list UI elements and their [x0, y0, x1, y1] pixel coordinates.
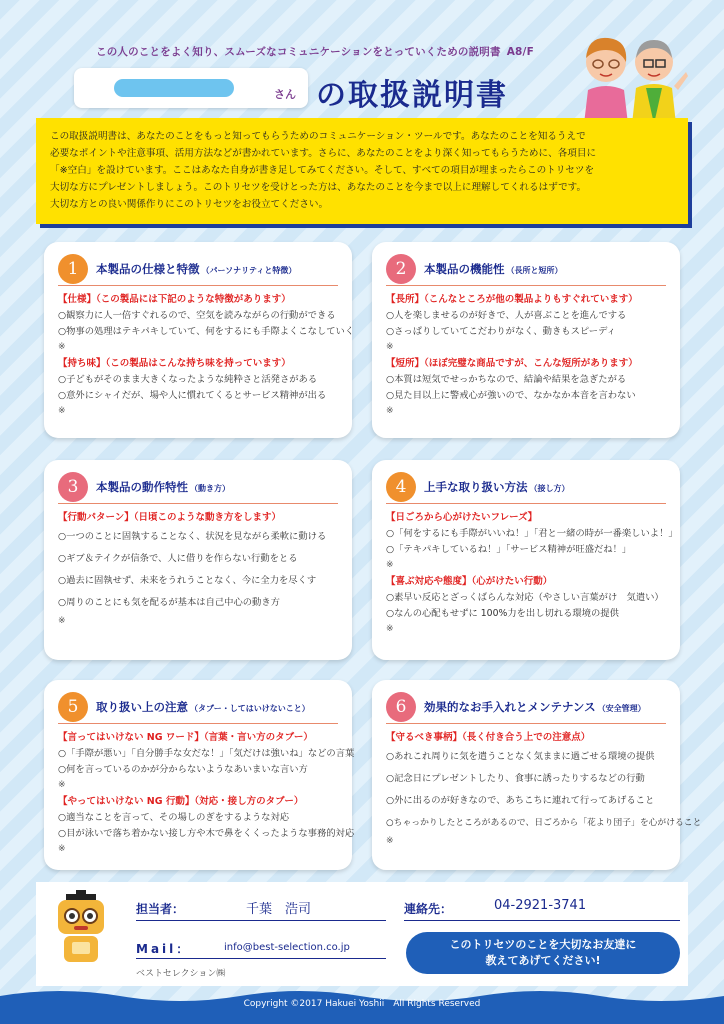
number-badge: 6	[386, 692, 416, 722]
list-item: ○見た目以上に警戒心が強いので、なかなか本音を言わない	[386, 390, 636, 401]
card-title: 取り扱い上の注意 （タブー・してはいけないこと）	[96, 699, 310, 714]
blank-note[interactable]: ※	[386, 406, 394, 416]
blank-note[interactable]: ※	[58, 616, 66, 626]
company-name: ベストセレクション㈱	[136, 969, 226, 979]
blank-note[interactable]: ※	[386, 560, 394, 570]
couple-illustration	[570, 28, 690, 124]
list-item: ○観察力に人一倍すぐれるので、空気を読みながらの行動ができる	[58, 310, 336, 321]
card-title: 本製品の仕様と特徴 （パーソナリティと特徴）	[96, 261, 297, 276]
list-item: ○なんの心配もせずに 100%力を出し切れる環境の提供	[386, 608, 619, 619]
card-maintenance	[372, 680, 702, 870]
card-subtitle: （タブー・してはいけないこと）	[190, 703, 310, 713]
list-item: ○一つのことに固執することなく、状況を見ながら柔軟に動ける	[58, 531, 327, 542]
name-blank	[114, 79, 234, 97]
list-item: ○意外にシャイだが、場や人に慣れてくるとサービス精神が出る	[58, 390, 327, 401]
list-item: ○素早い反応とざっくばらんな対応（やさしい言葉がけ 気遣い）	[386, 592, 664, 603]
list-item: ○あれこれ周りに気を遣うことなく気ままに過ごせる環境の提供	[386, 751, 655, 762]
share-line-1: このトリセツのことを大切なお友達に	[449, 938, 637, 951]
number-badge: 5	[58, 692, 88, 722]
list-item: ○子どもがそのまま大きくなったような純粋さと活発さがある	[58, 374, 318, 385]
card-title: 上手な取り扱い方法 （接し方）	[424, 479, 570, 494]
card-header	[58, 690, 338, 724]
card-subtitle: （パーソナリティと特徴）	[201, 265, 297, 275]
list-item: ○さっぱりしていてこだわりがなく、動きもスピーディ	[386, 326, 616, 337]
card-subtitle: （接し方）	[529, 483, 570, 493]
list-item: ○周りのことにも気を配るが基本は自己中心の動き方	[58, 597, 280, 608]
intro-line: 「※空白」を設けています。ここはあなた自身が書き足してみてください。そして、すべての項目が埋まったらこのトリセツを	[50, 165, 595, 176]
list-item: ○「テキパキしているね！」「サービス精神が旺盛だね！」	[386, 544, 632, 555]
card-title: 効果的なお手入れとメンテナンス （安全管理）	[424, 699, 646, 714]
card-subtitle: （動き方）	[190, 483, 230, 493]
header-subtitle	[96, 44, 534, 59]
intro-line: 大切な方との良い関係作りにこのトリセツをお役立てください。	[50, 199, 329, 210]
intro-panel	[36, 118, 688, 224]
list-item: ○適当なことを言って、その場しのぎをするような対応	[58, 812, 290, 823]
mail-label: Mail：	[136, 942, 192, 956]
section-head: 【仕様】（この製品には下記のような特徴があります）	[58, 294, 291, 305]
card-specs	[44, 242, 355, 438]
list-item: ○目が泳いで落ち着かない接し方や木で鼻をくくったような事務的対応	[58, 828, 355, 839]
number-badge: 2	[386, 254, 416, 284]
card-header	[386, 690, 666, 724]
list-item: ○「何をするにも手際がいいね！」「君と一緒の時が一番楽しいよ！」	[386, 528, 678, 539]
document-code: A8/F	[506, 46, 534, 58]
mail-underline	[136, 958, 386, 959]
section-head: 【喜ぶ対応や態度】（心がけたい行動）	[386, 576, 553, 587]
robot-mascot-illustration	[46, 890, 116, 966]
section-head: 【持ち味】（この製品はこんな持ち味を持っています）	[58, 358, 291, 369]
list-item: ○何を言っているのかが分からないようなあいまいな言い方	[58, 764, 308, 775]
section-head: 【やってはいけない NG 行動】（対応・接し方のタブー）	[58, 796, 304, 807]
list-item: ○人を楽しませるのが好きで、人が喜ぶことを進んでする	[386, 310, 627, 321]
blank-note[interactable]: ※	[58, 342, 66, 352]
number-badge: 1	[58, 254, 88, 284]
card-behavior	[44, 460, 352, 660]
section-head: 【守るべき事柄】（長く付き合う上での注意点）	[386, 732, 591, 743]
share-banner[interactable]	[406, 932, 680, 974]
tanto-value: 千葉 浩司	[246, 902, 312, 917]
tanto-underline	[136, 920, 386, 921]
blank-note[interactable]: ※	[58, 844, 66, 854]
blank-note[interactable]: ※	[386, 836, 394, 846]
section-head: 【行動パターン】（日頃このような動き方をします）	[58, 512, 282, 523]
list-item: ○物事の処理はテキパキしていて、何をするにも手際よくこなしていく	[58, 326, 355, 337]
blank-note[interactable]: ※	[386, 624, 394, 634]
intro-line: 大切な方にプレゼントしましょう。このトリセツを受けとった方は、あなたのことを今まで以上に理解してくれるはずです。	[50, 182, 587, 193]
number-badge: 3	[58, 472, 88, 502]
section-head: 【短所】（ほぼ完璧な商品ですが、こんな短所があります）	[386, 358, 638, 369]
name-field[interactable]	[74, 68, 308, 108]
card-subtitle: （長所と短所）	[506, 265, 563, 275]
card-title: 本製品の機能性 （長所と短所）	[424, 261, 563, 276]
card-header	[58, 252, 338, 286]
card-functions	[372, 242, 680, 438]
list-item: ○過去に固執せず、未来をうれうことなく、今に全力を尽くす	[58, 575, 317, 586]
subtitle-text: この人のことをよく知り、スムーズなコミュニケーションをとっていくための説明書	[96, 46, 501, 58]
card-header	[58, 470, 338, 504]
tanto-label: 担当者：	[136, 902, 185, 916]
share-line-2: 教えてあげてください!	[485, 954, 601, 967]
blank-note[interactable]: ※	[386, 342, 394, 352]
list-item: ○ちゃっかりしたところがあるので、日ごろから「花より団子」を心がけること	[386, 818, 702, 828]
section-head: 【言ってはいけない NG ワード】（言葉・言い方のタブー）	[58, 732, 313, 743]
card-header	[386, 470, 666, 504]
number-badge: 4	[386, 472, 416, 502]
list-item: ○記念日にプレゼントしたり、食事に誘ったりするなどの行動	[386, 773, 645, 784]
copyright: Copyright ©2017 Hakuei Yoshii All Rights Reserved	[243, 999, 481, 1009]
email-link[interactable]: info@best-selection.co.jp	[224, 942, 350, 953]
card-cautions	[44, 680, 355, 870]
renraku-label: 連絡先：	[404, 902, 453, 916]
renraku-underline	[404, 920, 680, 921]
list-item: ○本質は短気でせっかちなので、結論や結果を急ぎたがる	[386, 374, 627, 385]
intro-line: 必要なポイントや注意事項、活用方法などが書かれています。さらに、あなたのことをより深く知ってもらうために、各項目に	[50, 148, 597, 159]
blank-note[interactable]: ※	[58, 406, 66, 416]
phone-number[interactable]: 04-2921-3741	[494, 898, 587, 913]
card-header	[386, 252, 666, 286]
list-item: ○ギブ＆テイクが信条で、人に借りを作らない行動をとる	[58, 553, 298, 564]
page-title: の取扱説明書	[316, 78, 508, 113]
name-suffix: さん	[274, 88, 296, 101]
blank-note[interactable]: ※	[58, 780, 66, 790]
list-item: ○外に出るのが好きなので、あちこちに連れて行ってあげること	[386, 795, 655, 806]
list-item: ○「手際が悪い」「自分勝手な女だな！」「気だけは強いね」などの言葉	[58, 748, 355, 759]
card-handling	[372, 460, 680, 660]
intro-line: この取扱説明書は、あなたのことをもっと知ってもらうためのコミュニケーション・ツールです。あなたのことを知るうえで	[50, 131, 586, 142]
section-head: 【長所】（こんなところが他の製品よりもすぐれています）	[386, 294, 638, 305]
card-title: 本製品の動作特性 （動き方）	[96, 479, 230, 494]
card-subtitle: （安全管理）	[597, 703, 646, 713]
section-head: 【日ごろから心がけたいフレーズ】	[386, 512, 538, 523]
